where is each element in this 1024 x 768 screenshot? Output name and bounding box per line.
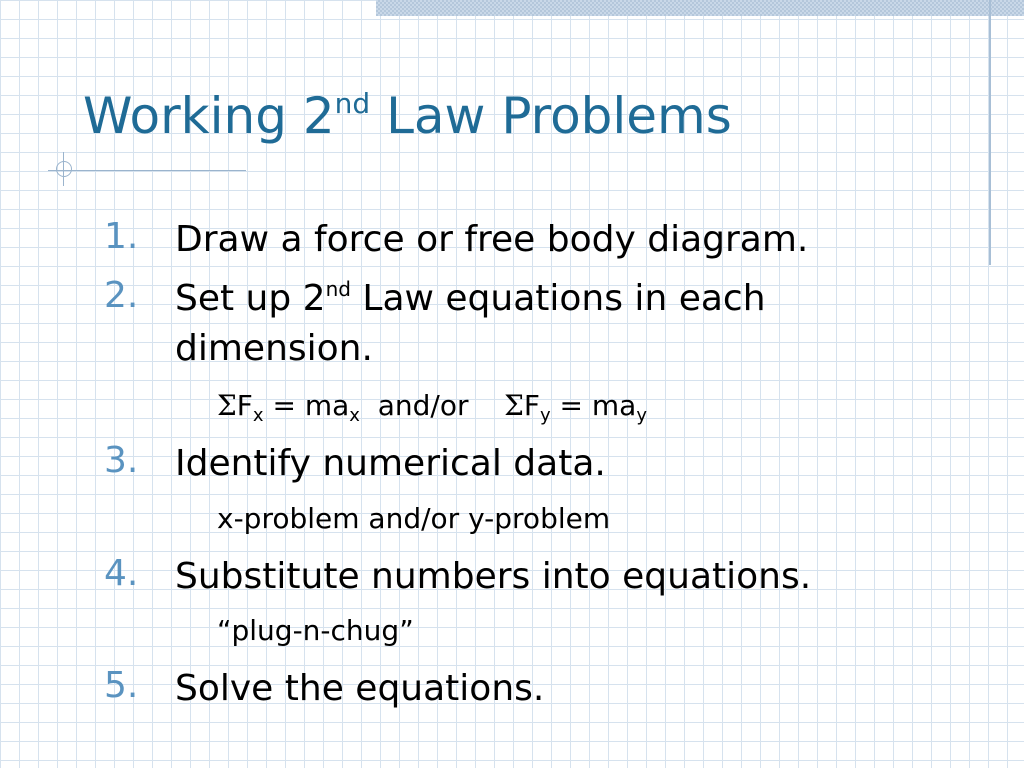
step-3-number: 3. bbox=[104, 440, 139, 481]
subscript-y-1: y bbox=[539, 405, 551, 426]
subscript-y-2: y bbox=[636, 405, 647, 426]
step-2-pre: Set up 2 bbox=[175, 278, 326, 319]
force-f-2: F bbox=[523, 389, 540, 422]
step-4-number: 4. bbox=[104, 553, 139, 594]
step-2-text-line2: dimension. bbox=[175, 328, 373, 369]
sigma-symbol-1: Σ bbox=[217, 389, 237, 422]
title-rest: Law Problems bbox=[370, 87, 732, 145]
equation-line bbox=[217, 388, 647, 424]
step-4-note: “plug-n-chug” bbox=[217, 614, 414, 647]
decorative-circle-icon bbox=[56, 161, 72, 177]
decorative-top-band bbox=[376, 0, 1024, 16]
equals-ma-1: = ma bbox=[263, 389, 350, 422]
step-2-number: 2. bbox=[104, 275, 139, 316]
decorative-vertical-line bbox=[989, 0, 991, 265]
step-5-number: 5. bbox=[104, 665, 139, 706]
subscript-x-2: x bbox=[349, 405, 360, 426]
step-2-text bbox=[175, 276, 766, 322]
step-2-superscript: nd bbox=[325, 277, 351, 301]
slide-title bbox=[83, 86, 732, 146]
step-3-text: Identify numerical data. bbox=[175, 443, 606, 484]
step-3-note: x-problem and/or y-problem bbox=[217, 502, 611, 535]
step-5-text: Solve the equations. bbox=[175, 668, 545, 709]
title-superscript: nd bbox=[334, 87, 371, 120]
force-f-1: F bbox=[236, 389, 253, 422]
subscript-x-1: x bbox=[252, 405, 264, 426]
decorative-horizontal-line bbox=[48, 170, 246, 171]
step-1-text: Draw a force or free body diagram. bbox=[175, 219, 809, 260]
sigma-symbol-2: Σ bbox=[504, 389, 524, 422]
title-main: Working 2 bbox=[83, 87, 335, 145]
equation-joiner: and/or bbox=[359, 389, 505, 422]
step-1-number: 1. bbox=[104, 216, 139, 257]
step-4-text: Substitute numbers into equations. bbox=[175, 556, 812, 597]
step-2-post: Law equations in each bbox=[350, 278, 766, 319]
equals-ma-2: = ma bbox=[550, 389, 637, 422]
